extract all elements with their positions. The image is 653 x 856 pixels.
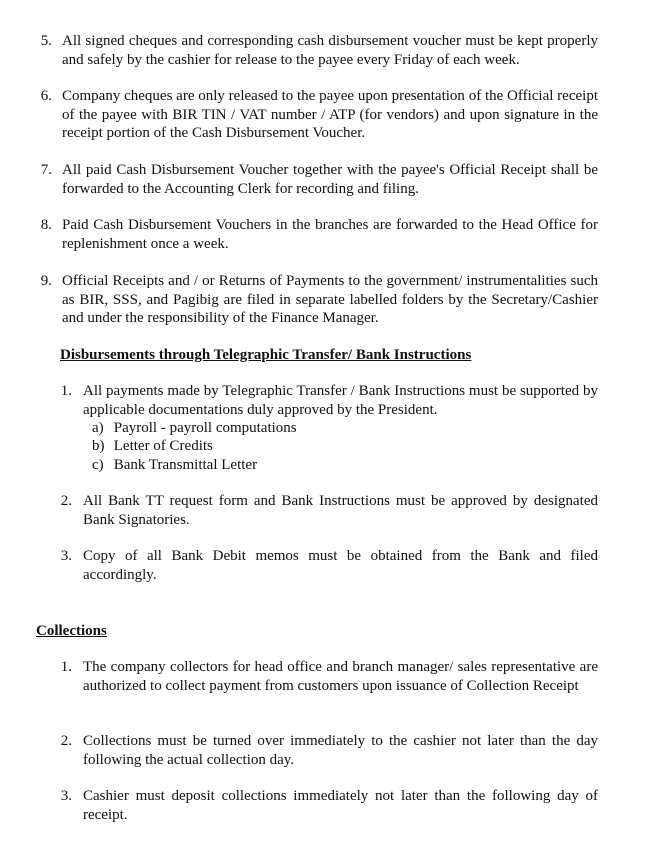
list-item [56,658,598,695]
item-text: Copy of all Bank Debit memos must be obtained from the Bank and filed accordingly. [83,548,598,583]
item-text: Cashier must deposit collections immediately not later than the following day of receipt. [83,788,598,823]
sub-list-item [92,437,213,456]
item-text: Collections must be turned over immediately to the cashier not later than the day following the actual collection day. [83,733,598,768]
sub-item-letter: c) [92,457,104,473]
list-item [56,382,598,419]
section-heading-tt: Disbursements through Telegraphic Transfer/ Bank Instructions [60,347,472,363]
list-item [36,272,598,328]
list-item [36,32,598,69]
list-item [56,787,598,824]
item-number: 3. [60,788,72,804]
section-heading-collections: Collections [36,623,107,639]
item-number: 6. [40,88,52,104]
item-number: 7. [40,162,52,178]
sub-item-text: Bank Transmittal Letter [113,457,258,473]
list-item [36,161,598,198]
item-text: All payments made by Telegraphic Transfer / Bank Instructions must be supported by applicable documentations duly approved by the President. [83,383,598,418]
sub-item-letter: a) [92,420,104,436]
list-item [56,732,598,769]
item-number: 5. [40,33,52,49]
item-text: Company cheques are only released to the payee upon presentation of the Official receipt of the payee with BIR TIN / VAT number / ATP (for vendors) and upon signature in the receipt portion of the Cash Disbursement Voucher. [62,88,598,141]
item-text: Official Receipts and / or Returns of Payments to the government/ instrumentalities such as BIR, SSS, and Pagibig are filed in separate labelled folders by the Secretary/Cashier and under the responsibility of the Finance Manager. [62,273,598,326]
item-text: All Bank TT request form and Bank Instructions must be approved by designated Bank Signatories. [83,493,598,528]
list-item [56,492,598,529]
sub-item-text: Letter of Credits [113,438,213,454]
list-item [36,216,598,253]
list-item [56,547,598,584]
list-item [36,87,598,143]
item-text: The company collectors for head office and branch manager/ sales representative are authorized to collect payment from customers upon issuance of Collection Receipt [83,659,598,694]
sub-list-item [92,456,257,475]
item-number: 3. [60,548,72,564]
sub-item-text: Payroll - payroll computations [113,420,297,436]
item-number: 2. [60,493,72,509]
item-number: 9. [40,273,52,289]
item-text: All signed cheques and corresponding cash disbursement voucher must be kept properly and safely by the cashier for release to the payee every Friday of each week. [62,33,598,68]
sub-item-letter: b) [92,438,105,454]
item-number: 1. [60,659,72,675]
sub-list-item [92,419,297,438]
item-number: 8. [40,217,52,233]
item-text: Paid Cash Disbursement Vouchers in the branches are forwarded to the Head Office for replenishment once a week. [62,217,598,252]
item-number: 1. [60,383,72,399]
item-number: 2. [60,733,72,749]
item-text: All paid Cash Disbursement Voucher together with the payee's Official Receipt shall be forwarded to the Accounting Clerk for recording and filing. [62,162,598,197]
